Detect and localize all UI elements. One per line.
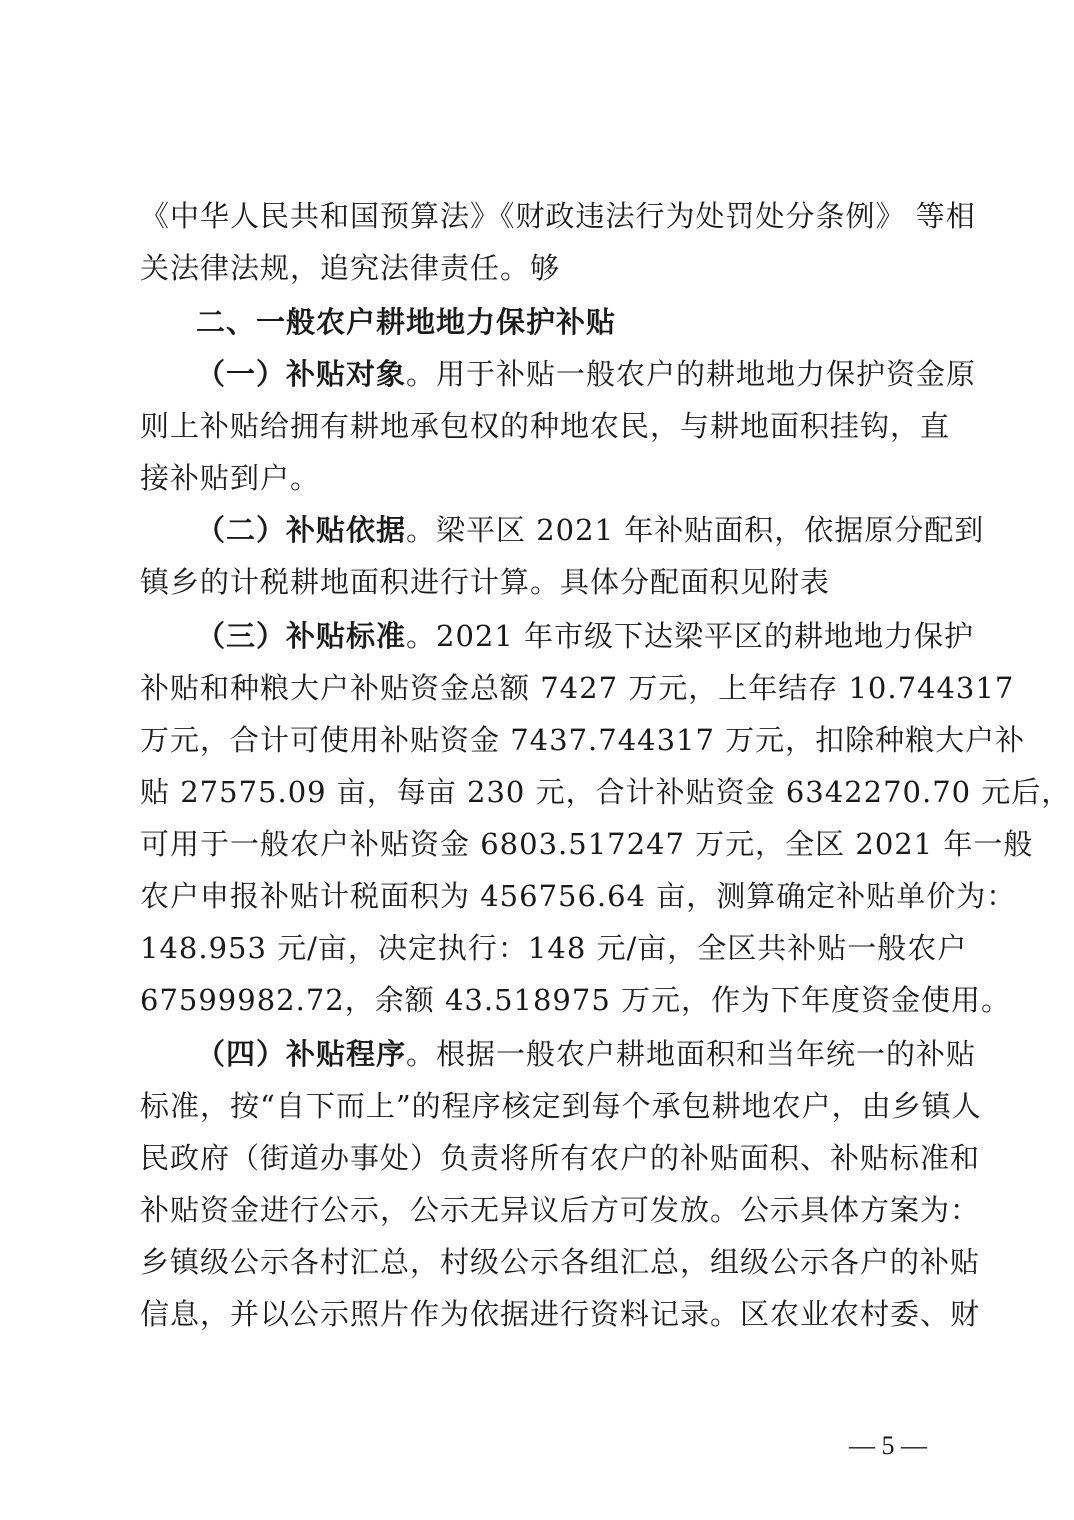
subsection-label: （二）补贴依据 xyxy=(196,513,407,547)
text-line: 民政府（街道办事处）负责将所有农户的补贴面积、补贴标准和 xyxy=(140,1141,981,1175)
paragraph-first-line xyxy=(196,616,975,656)
text-line: 标准，按“自下而上”的程序核定到每个承包耕地农户，由乡镇人 xyxy=(140,1089,982,1123)
text-line: 乡镇级公示各村汇总，村级公示各组汇总，组级公示各户的补贴 xyxy=(140,1245,981,1279)
text-line: 农户申报补贴计税面积为 456756.64 亩，测算确定补贴单价为： xyxy=(140,879,1017,913)
text-line: 补贴资金进行公示，公示无异议后方可发放。公示具体方案为： xyxy=(140,1193,981,1227)
text-line: 镇乡的计税耕地面积进行计算。具体分配面积见附表 xyxy=(140,565,831,599)
section-heading: 二、一般农户耕地地力保护补贴 xyxy=(196,305,617,339)
subsection-label: （一）补贴对象 xyxy=(196,357,407,391)
paragraph-first-line xyxy=(196,510,985,550)
paragraph-first-line xyxy=(196,354,977,394)
text-line: 万元，合计可使用补贴资金 7437.744317 万元，扣除种粮大户补 xyxy=(140,723,1026,757)
text-line: 《中华人民共和国预算法》《财政违法行为处罚处分条例》 等相 xyxy=(140,199,976,233)
subsection-label: （三）补贴标准 xyxy=(196,619,407,653)
text-line: 则上补贴给拥有耕地承包权的种地农民，与耕地面积挂钩，直 xyxy=(140,409,951,443)
text-line: 关法律法规，追究法律责任。够 xyxy=(140,251,561,285)
text-run: 。根据一般农户耕地面积和当年统一的补贴 xyxy=(406,1037,977,1071)
text-line: 可用于一般农户补贴资金 6803.517247 万元，全区 2021 年一般 xyxy=(140,827,1034,861)
text-line: 接补贴到户。 xyxy=(140,461,321,495)
text-line: 信息，并以公示照片作为依据进行资料记录。区农业农村委、财 xyxy=(140,1297,981,1331)
subsection-label: （四）补贴程序 xyxy=(196,1037,407,1071)
text-run: 。用于补贴一般农户的耕地地力保护资金原 xyxy=(406,357,977,391)
text-line: 补贴和种粮大户补贴资金总额 7427 万元，上年结存 10.744317 xyxy=(140,671,1015,705)
paragraph-first-line xyxy=(196,1034,977,1074)
text-run: 。2021 年市级下达梁平区的耕地地力保护 xyxy=(406,619,975,653)
text-line: 67599982.72，余额 43.518975 万元，作为下年度资金使用。 xyxy=(140,983,1011,1017)
text-line: 148.953 元/亩，决定执行：148 元/亩，全区共补贴一般农户 xyxy=(140,931,968,965)
page-number: — 5 — xyxy=(849,1431,927,1460)
text-run: 。梁平区 2021 年补贴面积，依据原分配到 xyxy=(406,513,985,547)
text-line: 贴 27575.09 亩，每亩 230 元，合计补贴资金 6342270.70 元后， xyxy=(140,775,1072,809)
